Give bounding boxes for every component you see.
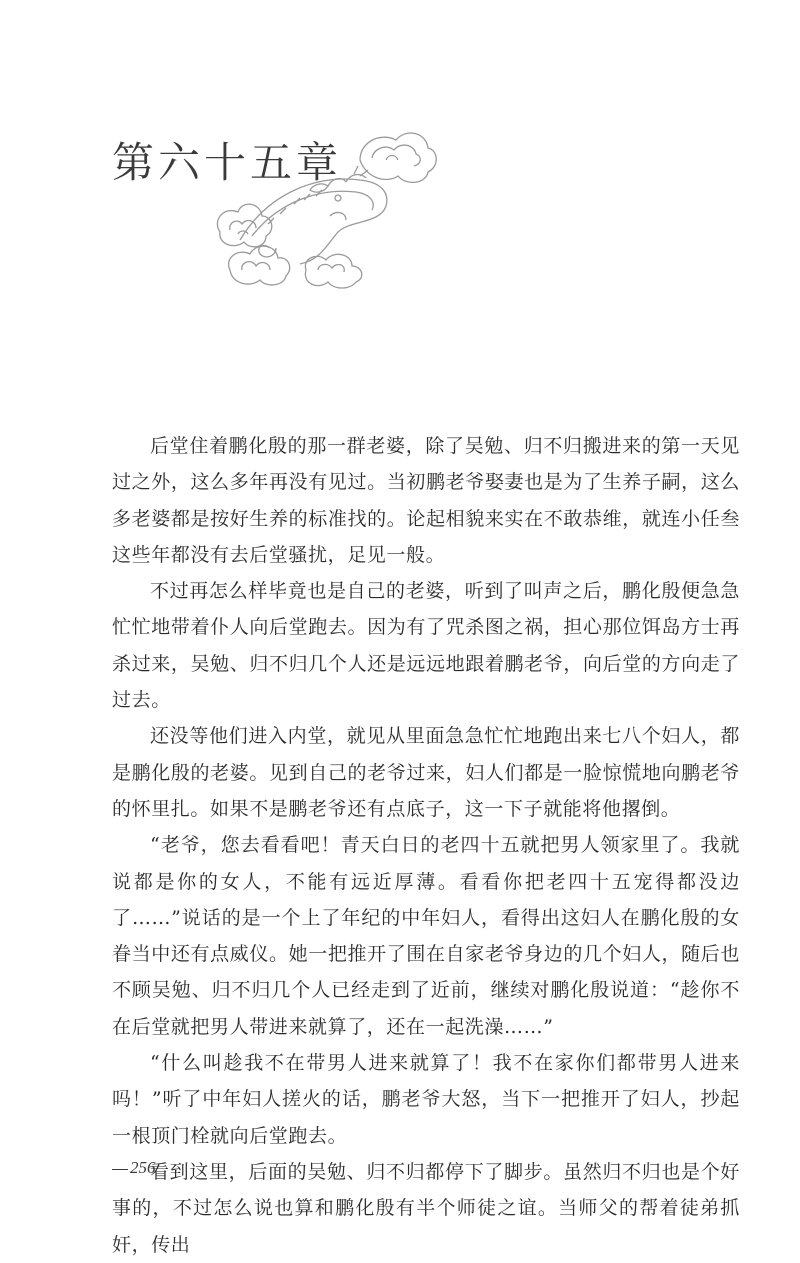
page-number-dash — [112, 1169, 128, 1170]
page-number — [112, 1158, 156, 1178]
paragraph-4: “老爷，您去看看吧！青天白日的老四十五就把男人领家里了。我就说都是你的女人，不能有远近厚薄。看看你把老四十五宠得都没边了……”说话的是一个上了年纪的中年妇人，看得出这妇人在鹏化殷的女眷当中还有点威仪。她一把推开了围在自家老爷身边的几个妇人，随后也不顾吴勉、归不归几个人已经走到了近前，继续对鹏化殷说道：“趁你不在后堂就把男人带进来就算了，还在一起洗澡……” — [112, 834, 740, 1038]
dragon-cloud-ornament-icon — [210, 120, 440, 290]
chapter-title: 第六十五章 — [112, 138, 343, 187]
page-number-value: 256 — [130, 1158, 156, 1177]
paragraph-1: 后堂住着鹏化殷的那一群老婆，除了吴勉、归不归搬进来的第一天见过之外，这么多年再没有见过。当初鹏老爷娶妻也是为了生养子嗣，这么多老婆都是按好生养的标准找的。论起相貌来实在不敢恭维，就连小任叁这些年都没有去后堂骚扰，足见一般。 — [112, 435, 740, 566]
chapter-body — [112, 428, 740, 1263]
paragraph-5: “什么叫趁我不在带男人进来就算了！我不在家你们都带男人进来吗！”听了中年妇人搓火的话，鹏老爷大怒，当下一把推开了妇人，抄起一根顶门栓就向后堂跑去。 — [112, 1052, 740, 1147]
paragraph-2: 不过再怎么样毕竟也是自己的老婆，听到了叫声之后，鹏化殷便急急忙忙地带着仆人向后堂跑去。因为有了咒杀图之祸，担心那位饵岛方士再杀过来，吴勉、归不归几个人还是远远地跟着鹏老爷，向后堂的方向走了过去。 — [112, 580, 740, 712]
cloud-scroll-top — [360, 133, 436, 182]
paragraph-3: 还没等他们进入内堂，就见从里面急急忙忙地跑出来七八个妇人，都是鹏化殷的老婆。见到自己的老爷过来，妇人们都是一脸惊慌地向鹏老爷的怀里扎。如果不是鹏老爷还有点底子，这一下子就能将他撂倒。 — [112, 725, 740, 820]
paragraph-6: 看到这里，后面的吴勉、归不归都停下了脚步。虽然归不归也是个好事的，不过怎么说也算和鹏化殷有半个师徒之谊。当师父的帮着徒弟抓奸，传出 — [112, 1160, 740, 1256]
cloud-scroll-bottom — [229, 246, 362, 288]
